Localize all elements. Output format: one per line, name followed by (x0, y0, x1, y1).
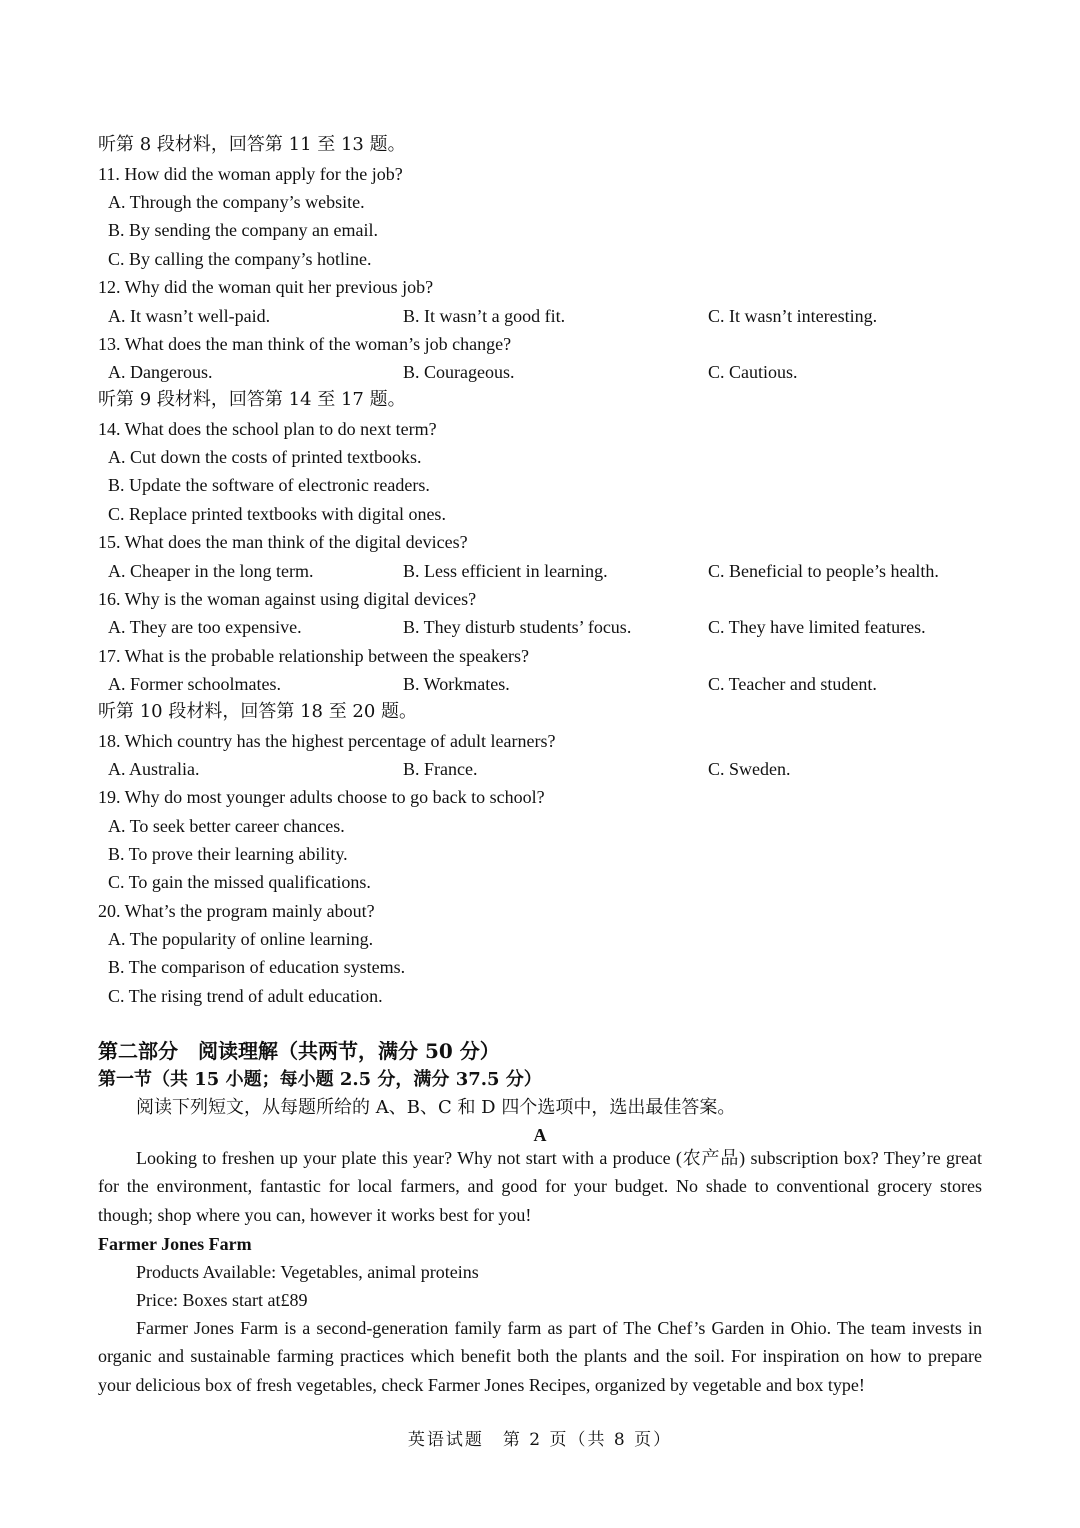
option-14a: A. Cut down the costs of printed textbooks. (108, 447, 422, 467)
option-19a: A. To seek better career chances. (108, 816, 345, 836)
passage-intro (98, 1144, 982, 1229)
option-13b: B. Courageous. (403, 362, 515, 382)
passage-intro-text: Looking to freshen up your plate this year? Why not start with a produce (农产品) subscription box? They’re great for the environment, fantastic for local farmers, and good for your budget. No shade to conventional grocery stores though; shop where you can, however it works best for you! (98, 1148, 982, 1225)
option-12c: C. It wasn’t interesting. (708, 306, 878, 326)
option-20a: A. The popularity of online learning. (108, 929, 374, 949)
section-8-instruction: 听第 8 段材料，回答第 11 至 13 题。 (98, 134, 406, 155)
option-15a: A. Cheaper in the long term. (108, 561, 314, 581)
option-13a: A. Dangerous. (108, 362, 213, 382)
option-19b: B. To prove their learning ability. (108, 844, 348, 864)
question-13: 13. What does the man think of the woman’s job change? (98, 334, 512, 354)
question-16: 16. Why is the woman against using digital devices? (98, 589, 477, 609)
option-12b: B. It wasn’t a good fit. (403, 306, 566, 326)
option-15b: B. Less efficient in learning. (403, 561, 608, 581)
farm-price: Price: Boxes start at£89 (136, 1290, 308, 1310)
option-11c: C. By calling the company’s hotline. (108, 249, 372, 269)
option-15c: C. Beneficial to people’s health. (708, 561, 939, 581)
option-18b: B. France. (403, 759, 478, 779)
part-two-heading: 第二部分 阅读理解（共两节，满分 50 分） (98, 1039, 500, 1063)
question-12: 12. Why did the woman quit her previous job? (98, 277, 434, 297)
option-16b: B. They disturb students’ focus. (403, 617, 632, 637)
option-11b: B. By sending the company an email. (108, 220, 378, 240)
option-11a: A. Through the company’s website. (108, 192, 365, 212)
passage-letter: A (533, 1125, 547, 1145)
option-18a: A. Australia. (108, 759, 200, 779)
option-16c: C. They have limited features. (708, 617, 926, 637)
reading-instruction: 阅读下列短文，从每题所给的 A、B、C 和 D 四个选项中，选出最佳答案。 (136, 1097, 736, 1118)
question-19: 19. Why do most younger adults choose to go back to school? (98, 787, 545, 807)
farm-products: Products Available: Vegetables, animal proteins (136, 1262, 479, 1282)
question-14: 14. What does the school plan to do next term? (98, 419, 437, 439)
section-one-heading: 第一节（共 15 小题；每小题 2.5 分，满分 37.5 分） (98, 1069, 542, 1090)
option-14c: C. Replace printed textbooks with digital ones. (108, 504, 446, 524)
option-13c: C. Cautious. (708, 362, 798, 382)
option-20b: B. The comparison of education systems. (108, 957, 406, 977)
option-20c: C. The rising trend of adult education. (108, 986, 383, 1006)
section-10-instruction: 听第 10 段材料，回答第 18 至 20 题。 (98, 701, 418, 722)
option-17c: C. Teacher and student. (708, 674, 877, 694)
farm-description-text: Farmer Jones Farm is a second-generation family farm as part of The Chef’s Garden in Ohio. The team invests in organic and sustainable farming practices which benefit both the plants and the soil. For inspiration on how to prepare your delicious box of fresh vegetables, check Farmer Jones Recipes, organized by vegetable and box type! (98, 1318, 982, 1395)
question-11: 11. How did the woman apply for the job? (98, 164, 403, 184)
section-9-instruction: 听第 9 段材料，回答第 14 至 17 题。 (98, 389, 406, 410)
option-16a: A. They are too expensive. (108, 617, 302, 637)
option-18c: C. Sweden. (708, 759, 791, 779)
page-footer: 英语试题 第 2 页（共 8 页） (407, 1430, 673, 1450)
farm-description (98, 1314, 982, 1399)
option-17b: B. Workmates. (403, 674, 510, 694)
farm-title: Farmer Jones Farm (98, 1234, 252, 1254)
question-15: 15. What does the man think of the digital devices? (98, 532, 468, 552)
option-12a: A. It wasn’t well-paid. (108, 306, 271, 326)
option-19c: C. To gain the missed qualifications. (108, 872, 371, 892)
question-17: 17. What is the probable relationship between the speakers? (98, 646, 530, 666)
option-14b: B. Update the software of electronic readers. (108, 475, 430, 495)
option-17a: A. Former schoolmates. (108, 674, 281, 694)
question-18: 18. Which country has the highest percentage of adult learners? (98, 731, 556, 751)
question-20: 20. What’s the program mainly about? (98, 901, 375, 921)
